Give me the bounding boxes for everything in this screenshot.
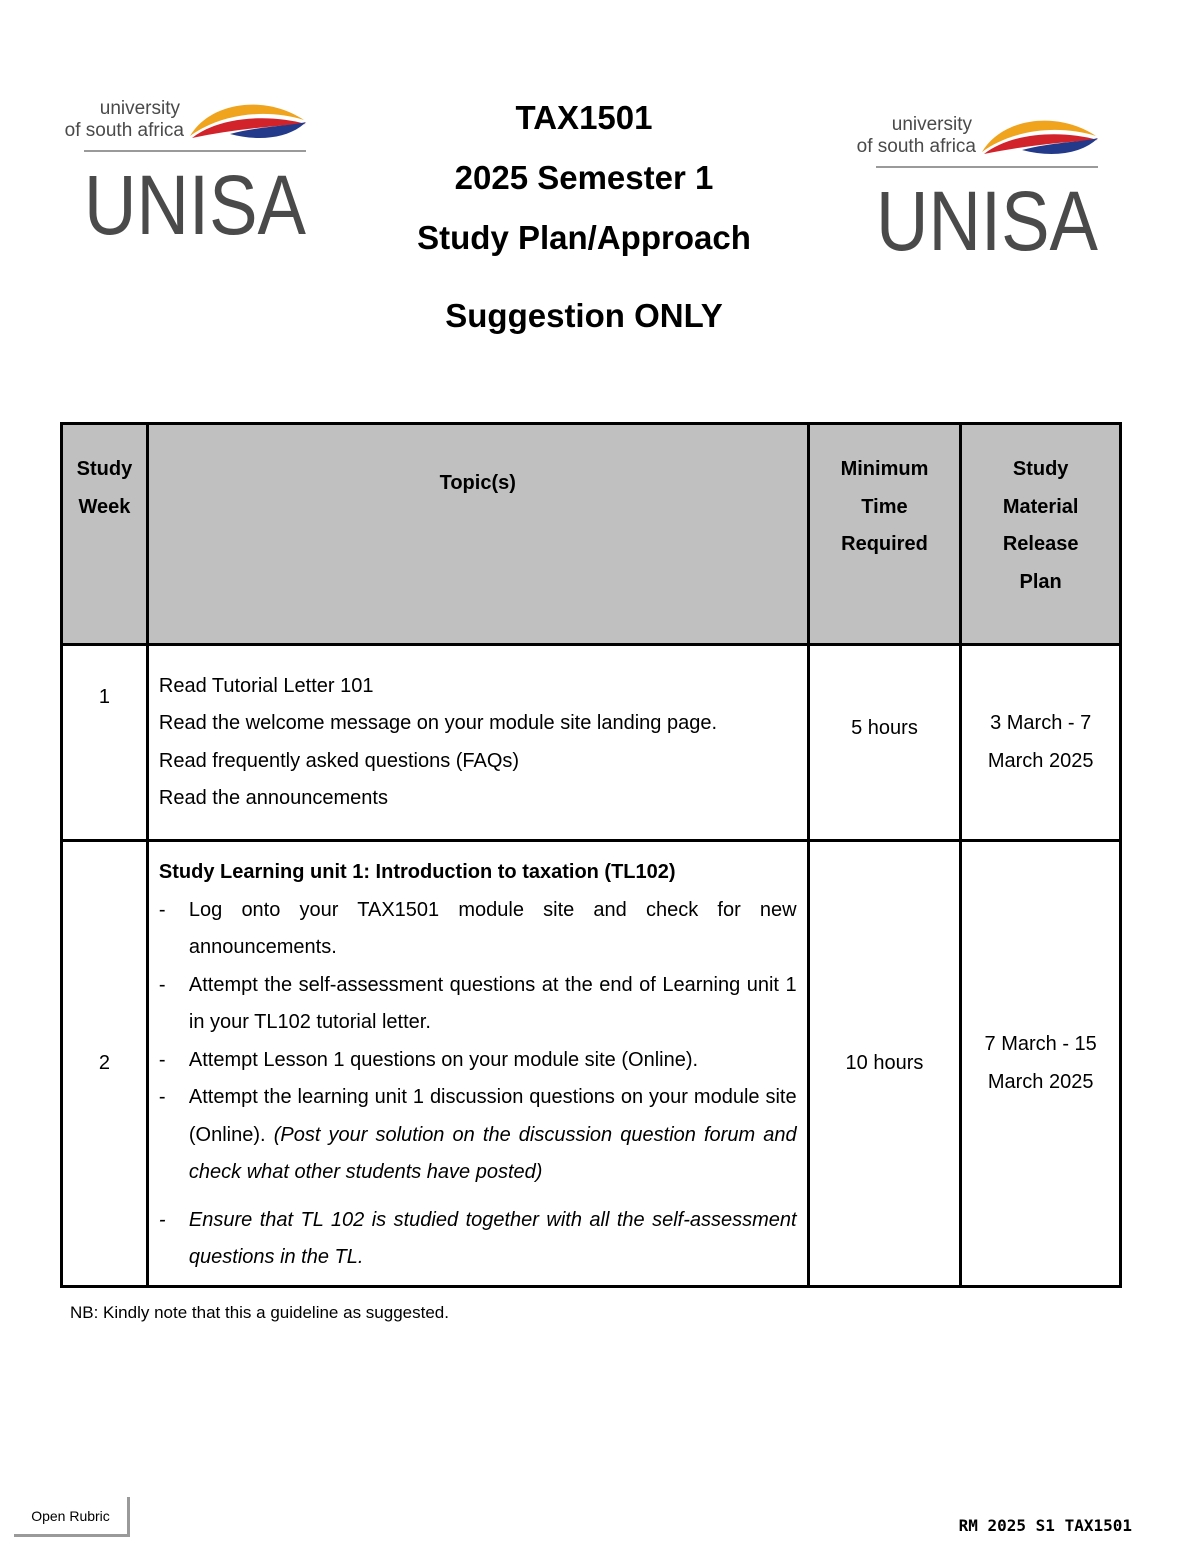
open-rubric-button[interactable]: Open Rubric (14, 1497, 130, 1537)
topic-line: Read Tutorial Letter 101 (158, 674, 374, 697)
time-cell: 5 hours (808, 645, 961, 841)
header-minimum-time: Minimum Time Required (808, 424, 961, 645)
unisa-logo-right (856, 108, 1104, 268)
release-cell: 7 March - 15 March 2025 (961, 841, 1121, 1287)
week-cell: 1 (62, 645, 148, 841)
list-item: - Attempt Lesson 1 questions on your module site (Online). (159, 1042, 797, 1080)
unit-heading: Study Learning unit 1: Introduction to taxation (TL102) (158, 861, 676, 884)
task-list (159, 892, 797, 1277)
topic-cell (147, 841, 808, 1287)
time-cell: 10 hours (808, 841, 961, 1287)
topic-line: Read the welcome message on your module site landing page. (158, 712, 718, 734)
unisa-logo-left (64, 92, 312, 252)
list-item: - Ensure that TL 102 is studied together with all the self-assessment questions in the TL. (159, 1202, 797, 1277)
table-header-row (62, 424, 1121, 645)
document-header (384, 88, 784, 346)
list-item: - Attempt the learning unit 1 discussion questions on your module site (Online). (Post your solution on the discussion question forum and check what other students have posted) (159, 1079, 797, 1192)
table-row (62, 841, 1121, 1287)
topic-line: Read frequently asked questions (FAQs) (158, 749, 520, 772)
study-plan-table (60, 422, 1122, 1288)
list-item: - Attempt the self-assessment questions at the end of Learning unit 1 in your TL102 tutorial letter. (159, 967, 797, 1042)
header-release-plan: Study Material Release Plan (961, 424, 1121, 645)
nb-note: NB: Kindly note that this a guideline as suggested. (70, 1303, 449, 1322)
suggestion-note: Suggestion ONLY (445, 297, 723, 334)
footer-code: RM 2025 S1 TAX1501 (958, 1516, 1132, 1535)
module-code: TAX1501 (515, 99, 653, 136)
logo-line2: of south africa (64, 120, 184, 141)
logo-word: UNISA (876, 174, 1098, 268)
page-title: Study Plan/Approach (417, 219, 751, 256)
topic-line: Read the announcements (158, 787, 388, 809)
list-item: - Log onto your TAX1501 module site and check for new announcements. (159, 892, 797, 967)
table-row (62, 645, 1121, 841)
logo-word: UNISA (84, 158, 306, 252)
week-cell: 2 (62, 841, 148, 1287)
logo-line2: of south africa (856, 136, 976, 157)
header-topics: Topic(s) (147, 424, 808, 645)
logo-line1: university (99, 98, 180, 119)
header-study-week: Study Week (62, 424, 148, 645)
semester: 2025 Semester 1 (454, 159, 714, 196)
logo-line1: university (891, 114, 972, 135)
release-cell: 3 March - 7 March 2025 (961, 645, 1121, 841)
topic-cell (147, 645, 808, 841)
